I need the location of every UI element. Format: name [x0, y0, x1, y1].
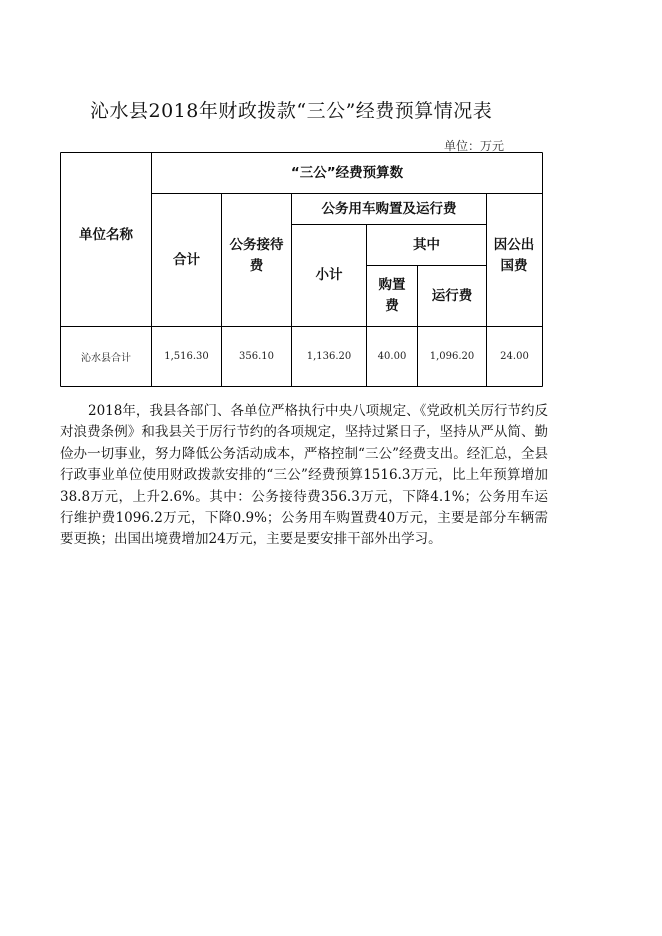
header-total: 合计: [173, 251, 200, 268]
header-subtotal: 小计: [315, 267, 343, 283]
header-reception: 公务接待费: [229, 237, 284, 274]
row-total: 1,516.30: [164, 351, 209, 362]
header-purchase: 购置费: [378, 277, 406, 314]
header-unit-name: 单位名称: [79, 227, 133, 243]
header-abroad: 因公出国费: [493, 237, 535, 274]
row-subtotal: 1,136.20: [306, 351, 352, 362]
unit-label: 单位：万元: [444, 139, 505, 153]
header-operation: 运行费: [431, 287, 473, 304]
header-of-which: 其中: [413, 236, 440, 253]
document-title: 沁水县2018年财政拨款“三公”经费预算情况表: [90, 100, 493, 122]
row-unit-name: 沁水县合计: [81, 353, 131, 364]
row-purchase: 40.00: [377, 351, 407, 362]
row-reception: 356.10: [239, 351, 274, 362]
header-sangong-budget: “三公”经费预算数: [290, 164, 404, 181]
header-vehicle-group: 公务用车购置及运行费: [321, 200, 457, 217]
row-operation: 1,096.20: [429, 351, 475, 362]
summary-paragraph: 2018年，我县各部门、各单位严格执行中央八项规定、《党政机关厉行节约反对浪费条例》和我县关于厉行节约的各项规定，坚持过紧日子，坚持从严从简、勤俭办一切事业，努力降低公务活动成本，严格控制“三公”经费支出。经汇总，全县行政事业单位使用财政拨款安排的“三公”经费预算1516.3万元，比上年预算增加38.8万元，上升2.6%。其中：公务接待费356.3万元，下降4.1%；公务用车运行维护费1096.2万元，下降0.9%；公务用车购置费40万元，主要是部分车辆需要更换；出国出境费增加24万元，主要是要安排干部外出学习。: [60, 403, 548, 548]
row-abroad: 24.00: [500, 351, 529, 362]
